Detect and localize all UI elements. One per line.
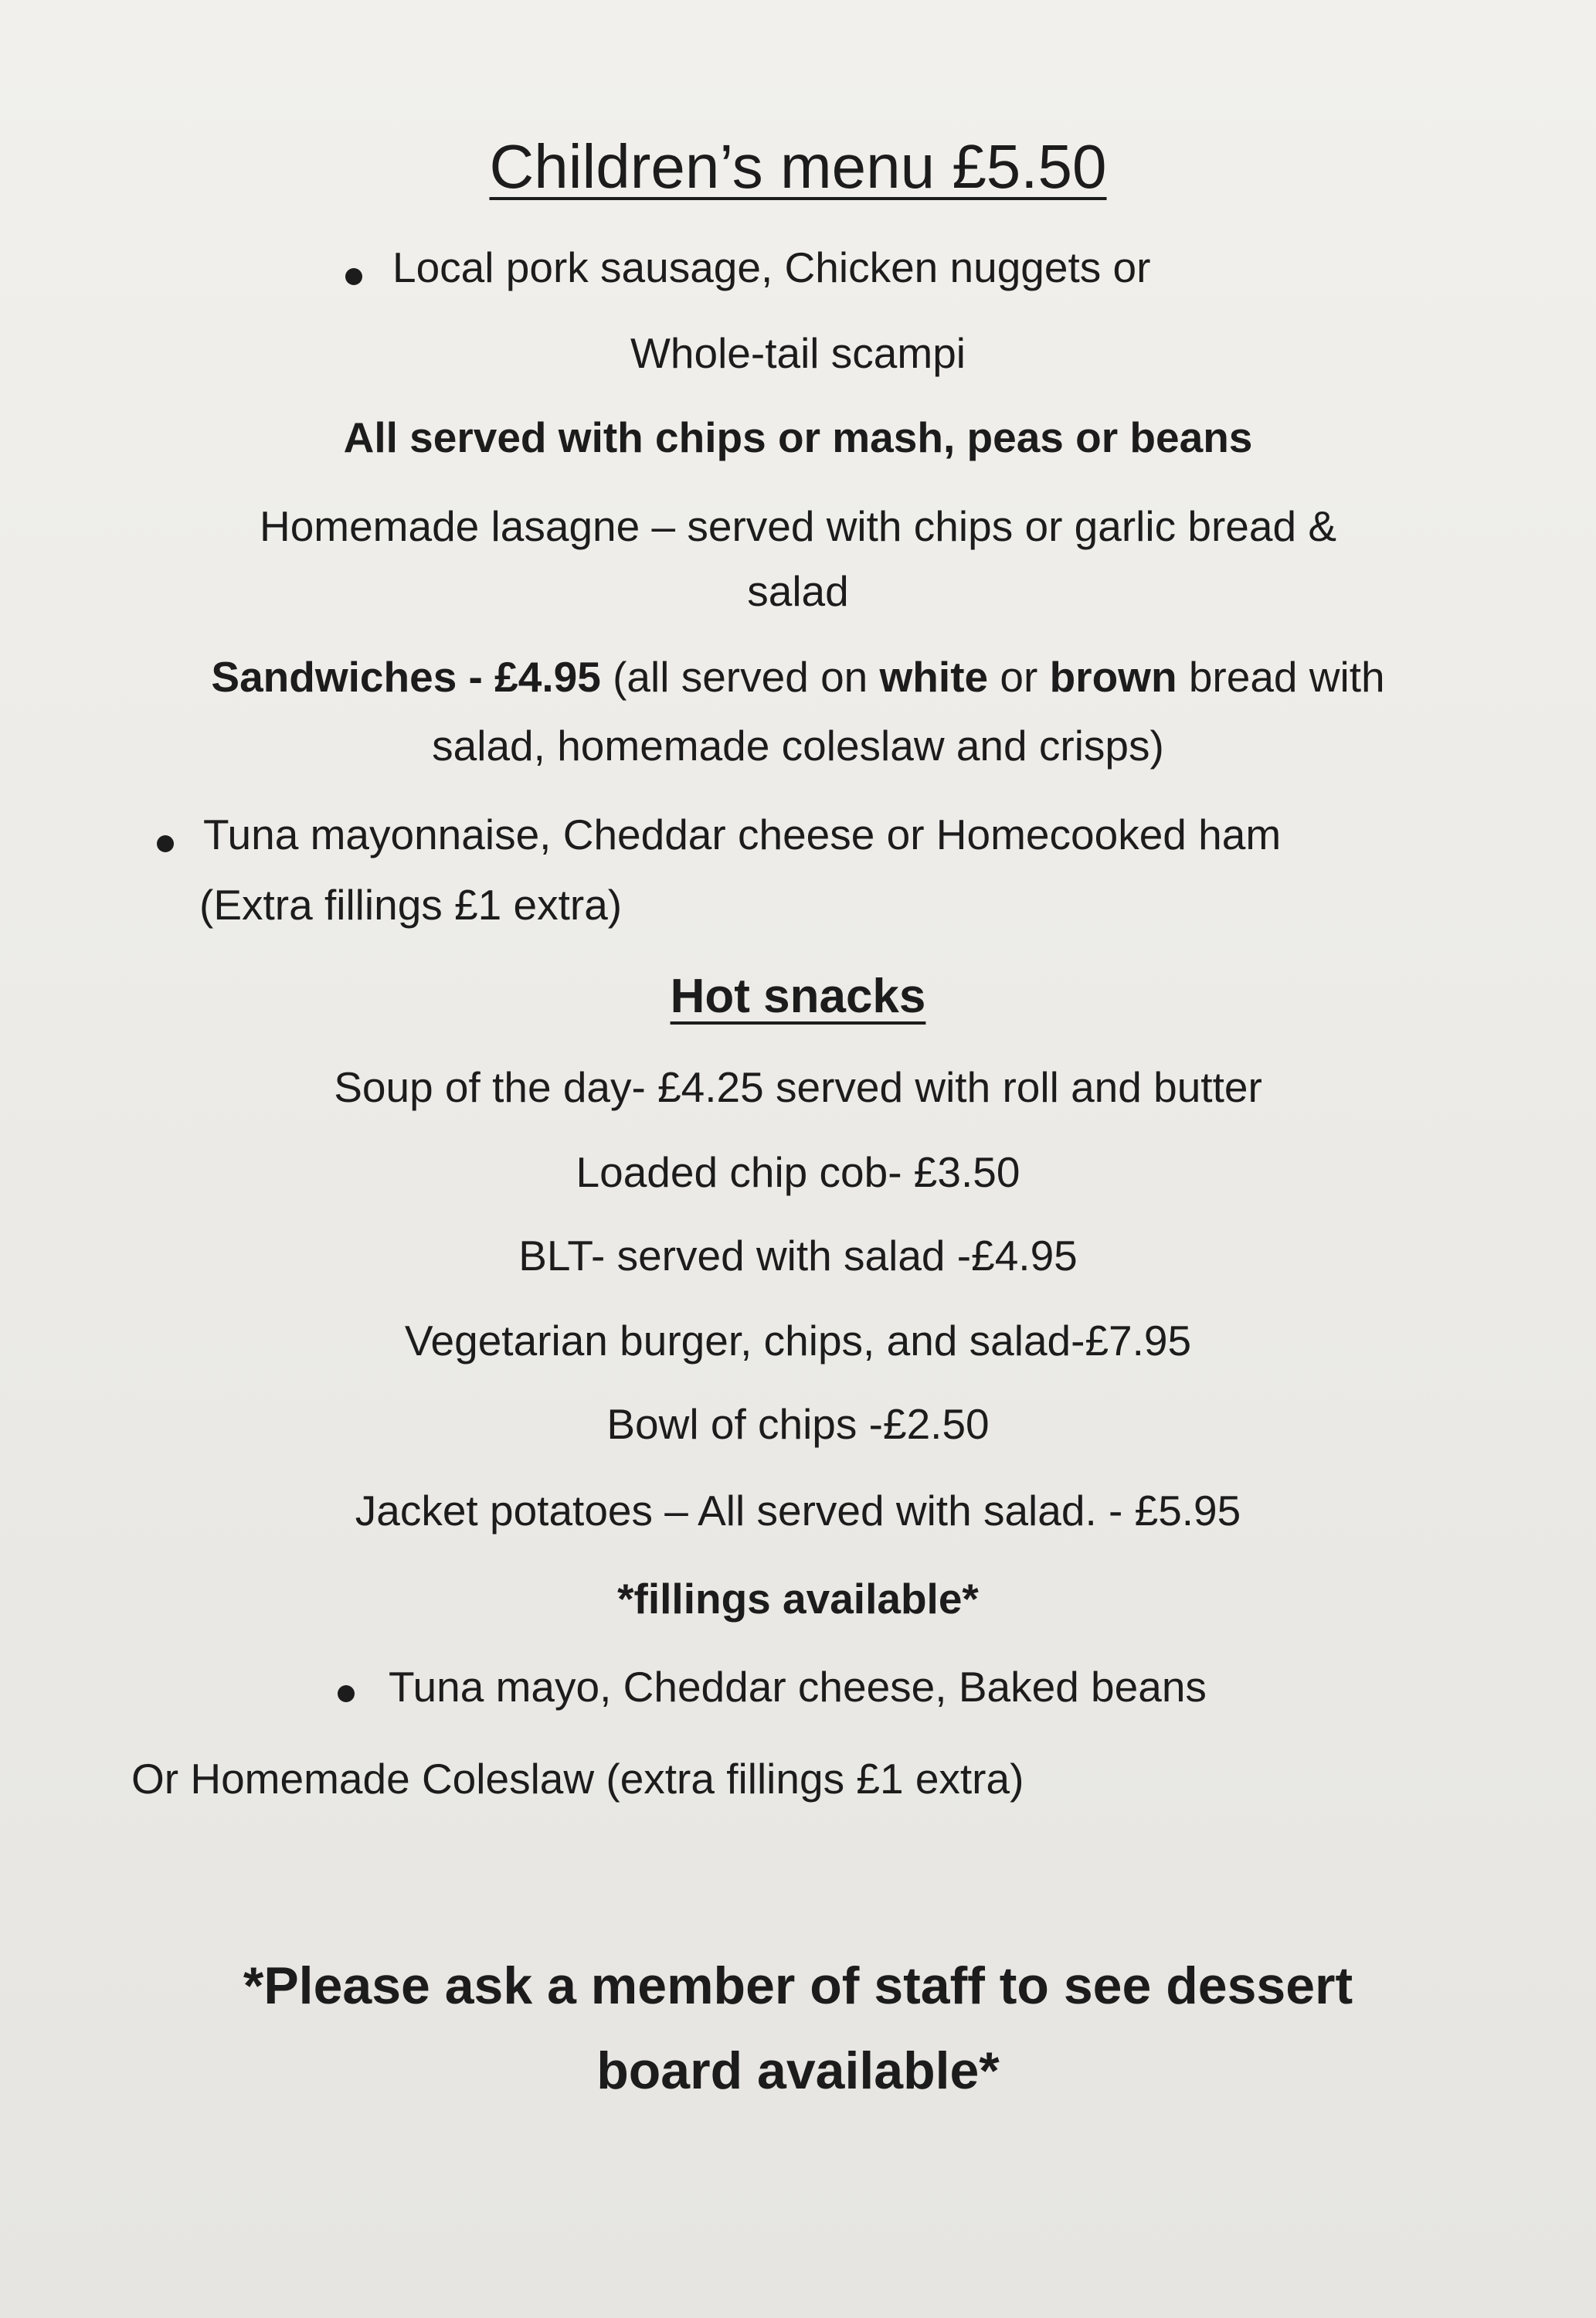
bullet-icon [157,835,174,852]
children-items-line2: Whole-tail scampi [630,329,966,377]
fillings-available-label: *fillings available* [617,1575,979,1623]
sandwiches-line1: Sandwiches - £4.95 (all served on white or brown bread with [211,653,1385,701]
hot-snack-item: Loaded chip cob- £3.50 [576,1148,1020,1196]
bullet-icon [345,268,362,285]
hot-snack-item: Vegetarian burger, chips, and salad-£7.95 [404,1317,1192,1365]
lasagne-line1: Homemade lasagne – served with chips or garlic bread & [259,502,1337,550]
children-items-line1: Local pork sausage, Chicken nuggets or [392,243,1151,291]
sandwiches-label: Sandwiches - £4.95 [211,653,601,701]
hot-snack-item: Jacket potatoes – All served with salad. - £5.95 [355,1487,1241,1535]
sandwich-extra: (Extra fillings £1 extra) [199,881,623,929]
hot-snack-item: Soup of the day- £4.25 served with roll and butter [334,1063,1262,1111]
children-menu-title: Children’s menu £5.50 [489,132,1107,201]
potato-fillings: Tuna mayo, Cheddar cheese, Baked beans [389,1663,1207,1711]
potato-fillings-more: Or Homemade Coleslaw (extra fillings £1 extra) [131,1755,1024,1803]
hot-snack-item: BLT- served with salad -£4.95 [518,1232,1078,1280]
hot-snacks-heading: Hot snacks [670,970,926,1023]
dessert-note-line2: board available* [596,2041,1000,2100]
hot-snack-item: Bowl of chips -£2.50 [606,1400,990,1448]
bullet-icon [338,1685,355,1702]
sandwiches-line2: salad, homemade coleslaw and crisps) [432,722,1164,770]
sandwich-fillings: Tuna mayonnaise, Cheddar cheese or Homecooked ham [203,811,1282,858]
dessert-note-line1: *Please ask a member of staff to see dessert [243,1956,1353,2015]
children-served-with: All served with chips or mash, peas or beans [343,413,1253,461]
lasagne-line2: salad [747,567,849,615]
